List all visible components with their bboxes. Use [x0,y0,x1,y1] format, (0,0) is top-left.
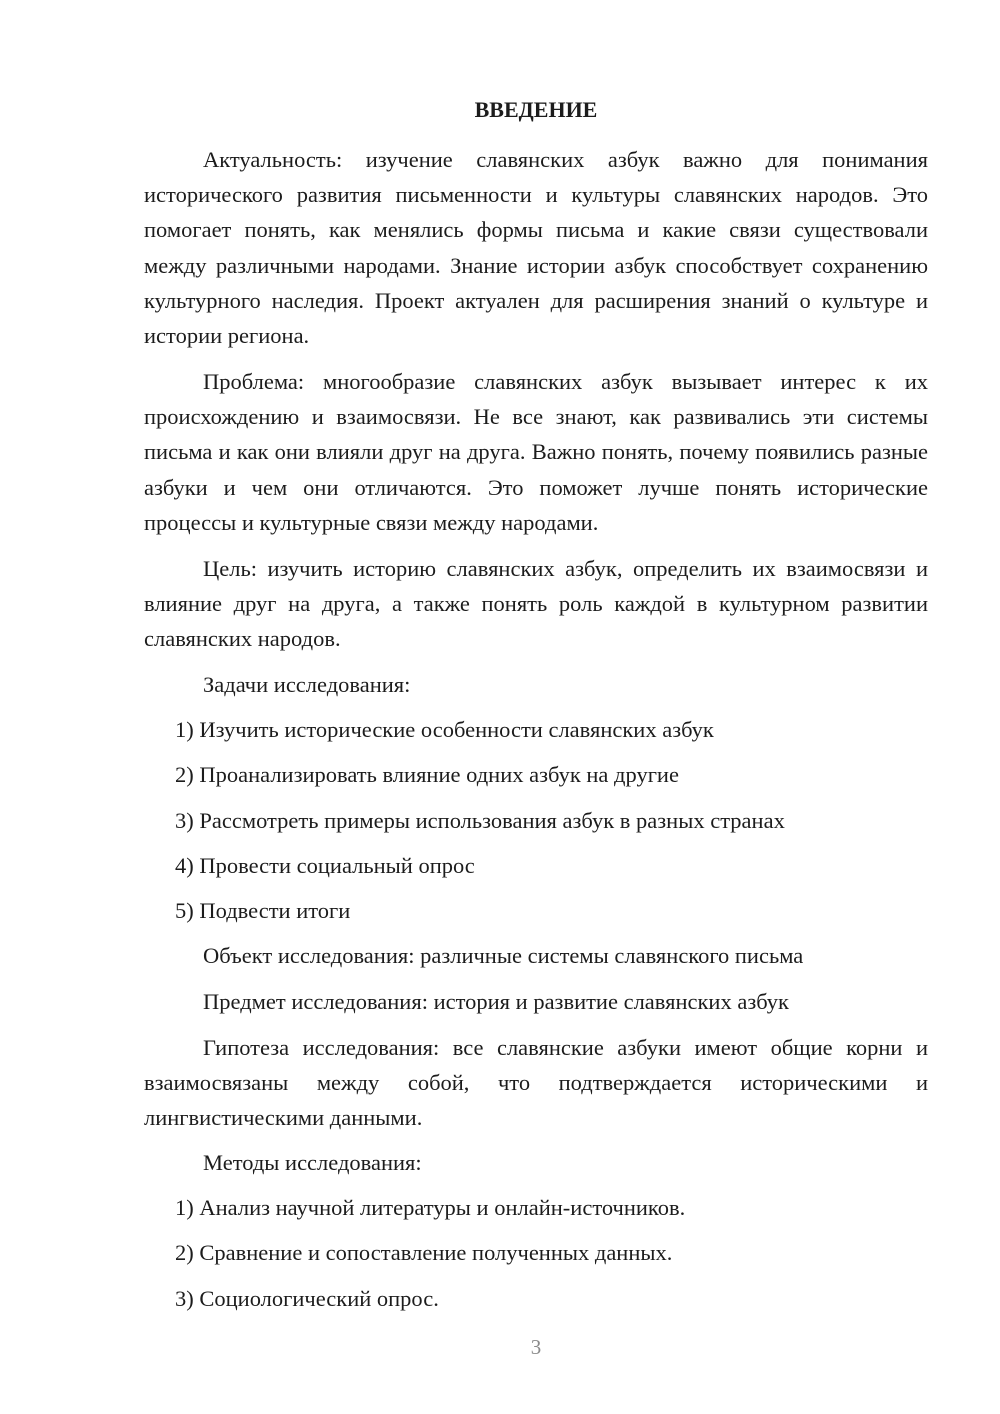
method-item: 2) Сравнение и сопоставление полученных данных. [175,1240,673,1265]
task-item: 4) Провести социальный опрос [175,853,475,878]
methods-heading: Методы исследования: [203,1150,422,1175]
research-object: Объект исследования: различные системы славянского письма [203,943,804,968]
task-item: 1) Изучить исторические особенности славянских азбук [175,717,714,742]
research-subject: Предмет исследования: история и развитие славянских азбук [203,989,789,1014]
task-item: 2) Проанализировать влияние одних азбук на другие [175,762,679,787]
method-item: 3) Социологический опрос. [175,1286,439,1311]
method-item: 1) Анализ научной литературы и онлайн-источников. [175,1195,686,1220]
tasks-heading: Задачи исследования: [203,672,411,697]
problem-paragraph: Проблема: многообразие славянских азбук вызывает интерес к их происхождению и взаимосвязи. Не все знают, как развивались эти системы письма и как они влияли друг на друга. Важно понять, почему появились разные азбуки и чем они отличаются. Это поможет лучше понять исторические процессы и культурные связи между народами. [144,369,928,535]
hypothesis-paragraph: Гипотеза исследования: все славянские азбуки имеют общие корни и взаимосвязаны между собой, что подтверждается историческими и лингвистическими данными. [144,1035,928,1131]
document-page [144,0,928,1414]
task-item: 3) Рассмотреть примеры использования азбук в разных странах [175,808,785,833]
page-number: 3 [530,1335,542,1359]
section-title: ВВЕДЕНИЕ [474,97,598,122]
goal-paragraph: Цель: изучить историю славянских азбук, определить их взаимосвязи и влияние друг на друга, а также понять роль каждой в культурном развитии славянских народов. [144,556,928,652]
relevance-paragraph: Актуальность: изучение славянских азбук важно для понимания исторического развития письменности и культуры славянских народов. Это помогает понять, как менялись формы письма и какие связи существовали между различными народами. Знание истории азбук способствует сохранению культурного наследия. Проект актуален для расширения знаний о культуре и истории региона. [144,147,928,349]
task-item: 5) Подвести итоги [175,898,351,923]
